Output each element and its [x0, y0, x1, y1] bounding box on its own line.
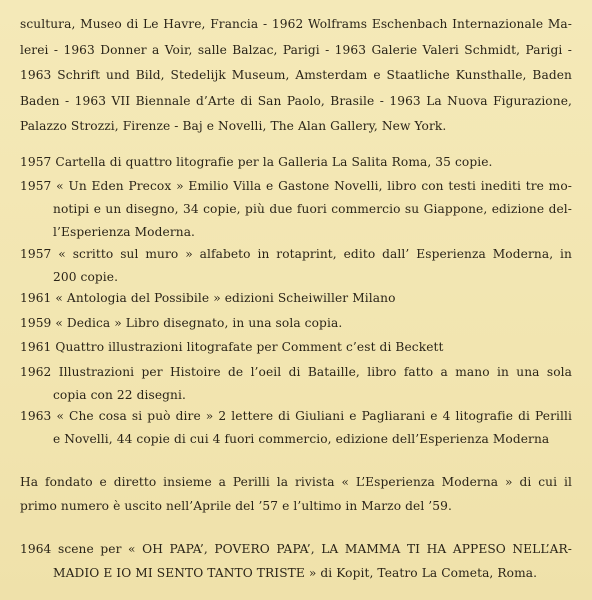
text-line: 1959 « Dedica » Libro disegnato, in una sola copia. [20, 316, 343, 330]
publication-1959-dedica [20, 312, 572, 335]
text-line: primo numero è uscito nell’Aprile del ’57 e l’ultimo in Marzo del ’59. [20, 499, 452, 513]
founded-paragraph [20, 470, 572, 518]
text-line: 1961 « Antologia del Possibile » edizioni Scheiwiller Milano [20, 291, 396, 305]
text-line: MADIO E IO MI SENTO TANTO TRISTE » di Kopit, Teatro La Cometa, Roma. [53, 566, 538, 580]
publication-1962-bataille [20, 361, 572, 407]
text-line: 1963 « Che cosa si può dire » 2 lettere di Giuliani e Pagliarani e 4 litografie di Perilli [20, 409, 572, 423]
text-line: e Novelli, 44 copie di cui 4 fuori commercio, edizione dell’Esperienza Moderna [53, 432, 550, 446]
text-line: 1964 scene per « OH PAPA’, POVERO PAPA’, LA MAMMA TI HA APPESO NELL’AR- [20, 542, 572, 556]
publication-1957-scritto-sul-muro [20, 243, 572, 289]
publication-1957-cartella [20, 151, 572, 174]
text-line: 200 copie. [53, 270, 119, 284]
text-line: 1957 Cartella di quattro litografie per la Galleria La Salita Roma, 35 copie. [20, 155, 493, 169]
text-line: notipi e un disegno, 34 copie, più due fuori commercio su Giappone, edizione del- [53, 202, 572, 216]
publication-1961-beckett [20, 336, 572, 359]
text-line: 1963 Schrift und Bild, Stedelijk Museum, Amsterdam e Staatliche Kunsthalle, Baden [20, 68, 572, 82]
text-line: Palazzo Strozzi, Firenze - Baj e Novelli, The Alan Gallery, New York. [20, 119, 447, 133]
text-line: Ha fondato e diretto insieme a Perilli la rivista « L’Esperienza Moderna » di cui il [20, 475, 572, 489]
text-line: lerei - 1963 Donner a Voir, salle Balzac, Parigi - 1963 Galerie Valeri Schmidt, Parigi - [20, 42, 572, 57]
exhibitions-paragraph [20, 12, 572, 140]
publication-1957-eden-precox [20, 175, 572, 244]
publication-1961-antologia [20, 287, 572, 310]
publication-1963-che-cosa-si-puo-dire [20, 405, 572, 451]
theatre-paragraph [20, 537, 572, 585]
text-line: 1957 « Un Eden Precox » Emilio Villa e Gastone Novelli, libro con testi inediti tre mo- [20, 179, 572, 193]
text-line: l’Esperienza Moderna. [53, 225, 196, 239]
text-line: scultura, Museo di Le Havre, Francia - 1962 Wolframs Eschenbach Internazionale Ma- [20, 17, 572, 31]
text-line: 1962 Illustrazioni per Histoire de l’oeil di Bataille, libro fatto a mano in una sola [20, 365, 572, 379]
text-line: copia con 22 disegni. [53, 388, 186, 402]
text-line: 1957 « scritto sul muro » alfabeto in rotaprint, edito dall’ Esperienza Moderna, in [20, 247, 572, 261]
text-line: 1961 Quattro illustrazioni litografate per Comment c’est di Beckett [20, 340, 444, 354]
text-line: Baden - 1963 VII Biennale d’Arte di San Paolo, Brasile - 1963 La Nuova Figurazione, [20, 93, 572, 108]
